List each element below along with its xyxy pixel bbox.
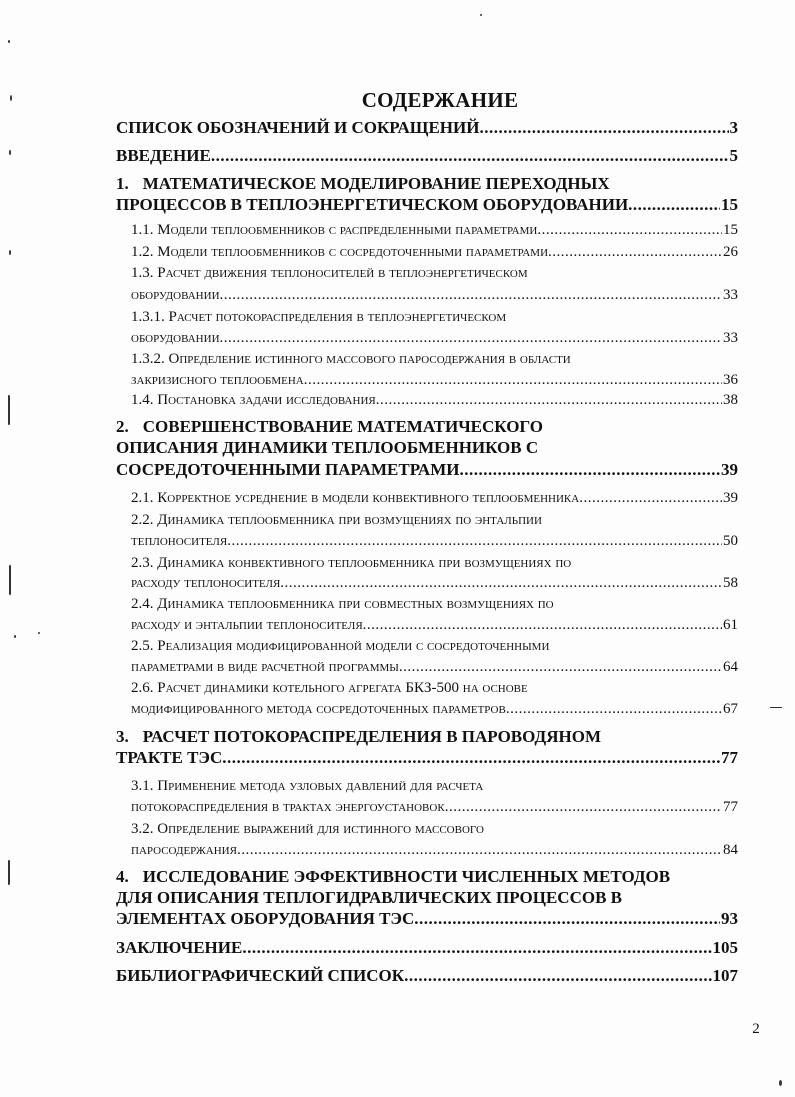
toc-leader-dots (220, 284, 722, 306)
toc-section-1-1[interactable] (131, 219, 738, 241)
toc-page-number: 39 (723, 490, 738, 506)
scan-speck (10, 95, 12, 101)
chapter-title-line-1: СОВЕРШЕНСТВОВАНИЕ МАТЕМАТИЧЕСКОГО (142, 417, 544, 436)
toc-entry-text: 2.1. Корректное усреднение в модели конвективного теплообменника (131, 490, 580, 506)
toc-entry-introduction[interactable] (116, 143, 738, 169)
toc-section-1-3-2[interactable] (131, 369, 738, 391)
toc-page-number: 84 (723, 842, 738, 858)
toc-page-number: 38 (723, 392, 738, 408)
toc-leader-dots (304, 369, 722, 391)
scan-speck (14, 635, 16, 638)
toc-page-number: 5 (729, 146, 738, 165)
scan-speck (779, 1080, 782, 1086)
toc-page-number: 105 (712, 938, 738, 957)
toc-leader-dots (363, 614, 722, 636)
toc-entry-text: 1.1. Модели теплообменников с распределенными параметрами (131, 222, 538, 238)
toc-section-3-2[interactable] (131, 839, 738, 861)
toc-section-2-5-line-1[interactable]: 2.5. Реализация модифицированной модели с сосредоточенными (131, 638, 550, 654)
scan-speck (9, 150, 11, 155)
toc-leader-dots (222, 745, 720, 771)
toc-section-2-4[interactable] (131, 614, 738, 636)
toc-section-1-3[interactable] (131, 284, 738, 306)
toc-section-1-4[interactable] (131, 389, 738, 411)
toc-section-1-2[interactable] (131, 241, 738, 263)
toc-leader-dots (445, 796, 722, 818)
toc-entry-text: паросодержания (131, 842, 237, 858)
chapter-title-line-1: РАСЧЕТ ПОТОКОРАСПРЕДЕЛЕНИЯ В ПАРОВОДЯНОМ (142, 727, 601, 746)
chapter-title-line-1: МАТЕМАТИЧЕСКОЕ МОДЕЛИРОВАНИЕ ПЕРЕХОДНЫХ (142, 174, 610, 193)
toc-entry-text: 1.2. Модели теплообменников с сосредоточенными параметрами (131, 244, 549, 260)
chapter-number: 2. (116, 417, 129, 436)
chapter-title-line-2: ТРАКТЕ ТЭС (116, 748, 223, 767)
toc-section-1-3-1-line-1[interactable]: 1.3.1. Расчет потокораспределения в теплоэнергетическом (131, 309, 507, 325)
chapter-number: 3. (116, 727, 129, 746)
page-title: СОДЕРЖАНИЕ (361, 88, 519, 112)
toc-leader-dots (506, 698, 722, 720)
toc-page-number: 61 (723, 617, 738, 633)
toc-entry-text: параметрами в виде расчетной программы (131, 659, 399, 675)
toc-entry-text: модифицированного метода сосредоточенных параметров (131, 701, 506, 717)
scan-speck (9, 250, 11, 255)
scan-speck (8, 860, 10, 885)
toc-page-number: 58 (723, 575, 738, 591)
toc-leader-dots (414, 906, 720, 932)
toc-section-2-4-line-1[interactable]: 2.4. Динамика теплообменника при совместных возмущениях по (131, 596, 554, 612)
toc-entry-text: 1.4. Постановка задачи исследования (131, 392, 376, 408)
toc-leader-dots (628, 192, 720, 218)
toc-section-2-2[interactable] (131, 530, 738, 552)
toc-leader-dots (211, 143, 729, 169)
toc-page-number: 26 (723, 244, 738, 260)
toc-entry-text: СПИСОК ОБОЗНАЧЕНИЙ И СОКРАЩЕНИЙ (116, 118, 480, 137)
toc-section-2-6-line-1[interactable]: 2.6. Расчет динамики котельного агрегата БКЗ-500 на основе (131, 680, 528, 696)
toc-leader-dots (242, 935, 711, 961)
toc-leader-dots (376, 389, 722, 411)
toc-section-1-3-1[interactable] (131, 327, 738, 349)
toc-chapter-4[interactable] (116, 906, 738, 932)
chapter-title-line-2[interactable]: ОПИСАНИЯ ДИНАМИКИ ТЕПЛООБМЕННИКОВ С (116, 438, 539, 457)
toc-entry-text: закризисного теплообмена (131, 372, 304, 388)
toc-section-1-3-2-line-1[interactable]: 1.3.2. Определение истинного массового паросодержания в области (131, 351, 571, 367)
toc-entry-text: оборудовании (131, 330, 220, 346)
toc-chapter-2[interactable] (116, 457, 738, 483)
scan-speck (770, 707, 782, 708)
toc-page-number: 33 (723, 330, 738, 346)
toc-section-2-6[interactable] (131, 698, 738, 720)
toc-page-number: 15 (723, 222, 738, 238)
toc-leader-dots (579, 487, 722, 509)
toc-leader-dots (280, 572, 722, 594)
toc-section-3-1[interactable] (131, 796, 738, 818)
toc-page-number: 33 (723, 287, 738, 303)
toc-page-number: 3 (729, 118, 738, 137)
scan-speck (9, 565, 11, 595)
toc-section-3-2-line-1[interactable]: 3.2. Определение выражений для истинного массового (131, 821, 484, 837)
chapter-title-line-3: ЭЛЕМЕНТАХ ОБОРУДОВАНИЯ ТЭС (116, 909, 415, 928)
chapter-number: 1. (116, 174, 129, 193)
toc-section-2-5[interactable] (131, 656, 738, 678)
chapter-title-line-1: ИССЛЕДОВАНИЕ ЭФФЕКТИВНОСТИ ЧИСЛЕННЫХ МЕТОДОВ (142, 867, 671, 886)
toc-leader-dots (399, 656, 722, 678)
toc-leader-dots (404, 963, 711, 989)
toc-entry-abbreviations[interactable] (116, 115, 738, 141)
toc-page-number: 36 (723, 372, 738, 388)
toc-section-1-3-line-1[interactable]: 1.3. Расчет движения теплоносителей в теплоэнергетическом (131, 265, 528, 281)
chapter-title-line-3: СОСРЕДОТОЧЕННЫМИ ПАРАМЕТРАМИ (116, 460, 460, 479)
toc-entry-conclusion[interactable] (116, 935, 738, 961)
toc-entry-text: ВВЕДЕНИЕ (116, 146, 211, 165)
toc-leader-dots (537, 219, 722, 241)
toc-entry-text: оборудовании (131, 287, 220, 303)
toc-section-2-3-line-1[interactable]: 2.3. Динамика конвективного теплообменника при возмущениях по (131, 555, 572, 571)
page-number: 2 (752, 1021, 760, 1037)
toc-leader-dots (227, 530, 722, 552)
chapter-number: 4. (116, 867, 129, 886)
toc-entry-text: ЗАКЛЮЧЕНИЕ (116, 938, 243, 957)
toc-entry-text: расходу и энтальпии теплоносителя (131, 617, 363, 633)
toc-page-number: 39 (721, 460, 738, 479)
toc-section-3-1-line-1[interactable]: 3.1. Применение метода узловых давлений для расчета (131, 778, 484, 794)
chapter-title-line-2: ПРОЦЕССОВ В ТЕПЛОЭНЕРГЕТИЧЕСКОМ ОБОРУДОВАНИИ (116, 195, 629, 214)
toc-leader-dots (220, 327, 722, 349)
toc-entry-text: потокораспределения в трактах энергоустановок (131, 799, 445, 815)
toc-section-2-3[interactable] (131, 572, 738, 594)
toc-page-number: 50 (723, 533, 738, 549)
toc-chapter-1[interactable] (116, 192, 738, 218)
toc-page-number: 77 (721, 748, 738, 767)
toc-page-number: 77 (723, 799, 738, 815)
toc-leader-dots (459, 457, 720, 483)
scan-speck (480, 14, 482, 16)
toc-leader-dots (479, 115, 728, 141)
toc-leader-dots (237, 839, 722, 861)
toc-page-number: 67 (723, 701, 738, 717)
toc-section-2-1[interactable] (131, 487, 738, 509)
scan-speck (8, 40, 10, 43)
toc-entry-text: расходу теплоносителя (131, 575, 281, 591)
toc-page-number: 64 (723, 659, 738, 675)
toc-page-number: 107 (712, 966, 738, 985)
toc-page-number: 93 (721, 909, 738, 928)
toc-leader-dots (548, 241, 722, 263)
chapter-title-line-2[interactable]: ДЛЯ ОПИСАНИЯ ТЕПЛОГИДРАВЛИЧЕСКИХ ПРОЦЕССОВ В (116, 888, 622, 907)
toc-entry-bibliography[interactable] (116, 963, 738, 989)
scan-speck (38, 632, 40, 634)
toc-chapter-3[interactable] (116, 745, 738, 771)
scan-speck (8, 395, 10, 425)
toc-entry-text: БИБЛИОГРАФИЧЕСКИЙ СПИСОК (116, 966, 405, 985)
toc-section-2-2-line-1[interactable]: 2.2. Динамика теплообменника при возмущениях по энтальпии (131, 512, 542, 528)
toc-page-number: 15 (721, 195, 738, 214)
toc-entry-text: теплоносителя (131, 533, 228, 549)
